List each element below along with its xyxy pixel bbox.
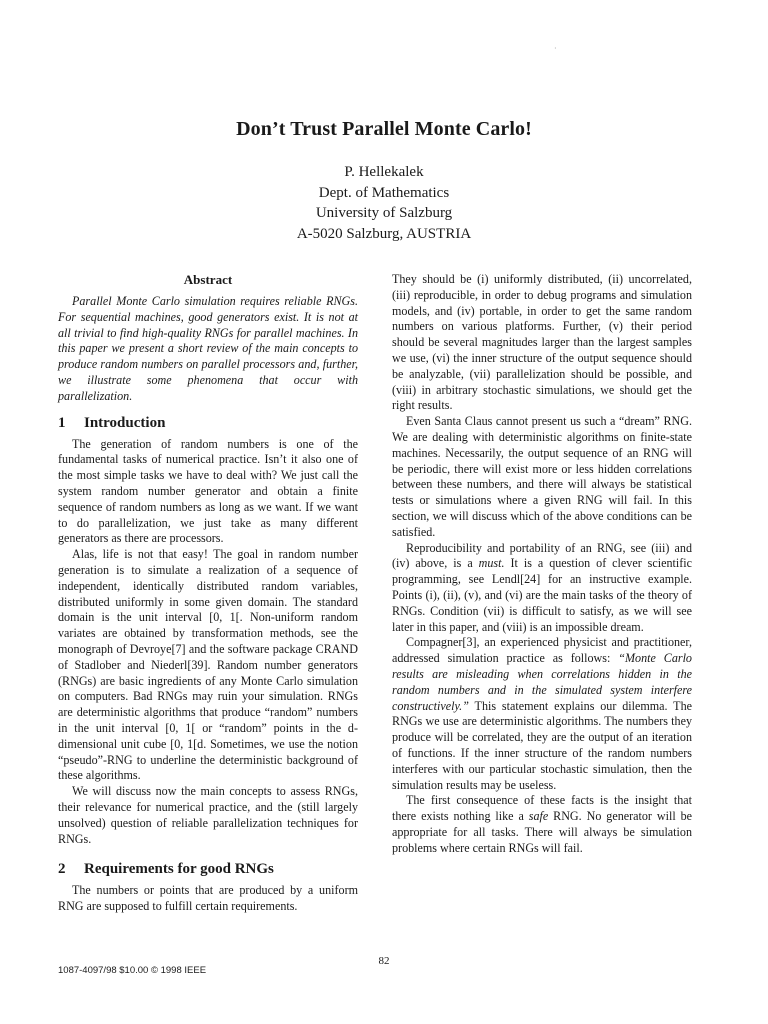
section-heading-requirements: [58, 859, 358, 879]
section-title: Requirements for good RNGs: [84, 861, 274, 878]
author-name: P. Hellekalek: [344, 164, 424, 180]
scan-mark: ·: [554, 44, 557, 53]
paragraph: The generation of random numbers is one of the fundamental tasks of numerical practice. Isn’t it also one of the most simple tasks we have to deal with? We just call the system random number generator and obtain a finite sequence of random numbers as long as we want. If we want to do parallelization, we just take as many different generators as there are processors.: [58, 436, 358, 546]
text-run: This statement explains our dilemma. The RNGs we use are deterministic algorithms. The numbers they produce will be correlated, they are the output of an iteration of functions. If the inner structure of the random numbers interferes with our particular stochastic simulation, then the simulation results may be useless.: [392, 698, 692, 792]
author-university: University of Salzburg: [315, 205, 453, 221]
paragraph: Alas, life is not that easy! The goal in random number generation is to simulate a realization of a sequence of independent, identically distributed random variables, distributed uniformly in some given domain. The standard domain is the unit interval [0, 1[. Non-uniform random variates are obtained by transformation methods, see the monograph of Devroye[7] and the software package CRAND of Stadlober and Niederl[39]. Random number generators (RNGs) are basic ingredients of any Monte Carlo simulation on computers. Bad RNGs may ruin your simulation. RNGs are deterministic algorithms that produce “random” numbers in the unit interval [0, 1[ or “random” points in the d-dimensional unit cube [0, 1[d. Sometimes, we use the notion “pseudo”-RNG to underline the deterministic background of these algorithms.: [58, 547, 358, 783]
page-number: 82: [378, 955, 390, 967]
text-run: The first consequence of these facts is the insight that there exists nothing like a: [392, 793, 692, 824]
copyright-footer: 1087-4097/98 $10.00 © 1998 IEEE: [58, 965, 207, 976]
author-block: [0, 162, 768, 244]
text-run: It is a question of clever scientific programming, see Lendl[24] for an instructive example. Points (i), (ii), (v), and (vi) are the main tasks of the theory of RNGs. Condition (vii) is difficult to satisfy, as we will see later in this paper, and (viii) is an impossible dream.: [392, 556, 693, 634]
abstract-heading: Abstract: [183, 272, 233, 287]
section-heading-introduction: [58, 413, 358, 433]
left-column: [58, 272, 358, 915]
paper-title: Don’t Trust Parallel Monte Carlo!: [236, 118, 532, 140]
text-run: Reproducibility and portability of an RNG, see (iii) and (iv) above, is a: [392, 540, 692, 571]
author-address: A-5020 Salzburg, AUSTRIA: [296, 225, 472, 242]
abstract-text: Parallel Monte Carlo simulation requires reliable RNGs. For sequential machines, good generators exist. It is not at all trivial to find high-quality RNGs for parallel machines. In this paper we present a short review of the main concepts to produce random numbers on parallel processors and, further, we illustrate some phenomena that occur with parallelization.: [58, 294, 358, 403]
paragraph: [392, 635, 692, 793]
emphasis: must.: [478, 556, 505, 571]
paragraph: [392, 541, 692, 636]
emphasis: safe: [528, 809, 549, 824]
section-number: 2: [58, 861, 66, 878]
paragraph: We will discuss now the main concepts to assess RNGs, their relevance for numerical practice, and the (still largely unsolved) question of reliable parallelization techniques for RNGs.: [58, 784, 358, 846]
paragraph: The numbers or points that are produced by a uniform RNG are supposed to fulfill certain requirements.: [58, 883, 358, 914]
quotation: “Monte Carlo results are misleading when correlations hidden in the random numbers and in the simulated system interfere constructively.”: [392, 651, 692, 713]
section-title: Introduction: [84, 414, 166, 431]
paragraph: They should be (i) uniformly distributed, (ii) uncorrelated, (iii) reproducible, in order to debug programs and simulation models, and (iv) portable, in order to get the same random numbers on various platforms. Further, (v) their period should be several magnitudes larger than the largest samples we use, (vi) the inner structure of the output sequence should be analyzable, (vii) parallelization should be possible, and (viii) in arbitrary stochastic simulations, we should get the right results.: [392, 272, 692, 413]
paragraph: [392, 793, 692, 856]
right-column: [392, 272, 692, 856]
paragraph: Even Santa Claus cannot present us such a “dream” RNG. We are dealing with deterministic algorithms on finite-state machines. Necessarily, the output sequence of an RNG will be periodic, there will exist more or less hidden correlations between these numbers, and there will always be statistical tests or simulations where a given RNG will fail. In this section, we will discuss which of the above conditions can be satisfied.: [392, 414, 692, 539]
section-number: 1: [58, 414, 66, 431]
text-run: Compagner[3], an experienced physicist and practitioner, addressed simulation practice as follows:: [392, 635, 692, 666]
author-department: Dept. of Mathematics: [318, 184, 450, 201]
text-run: RNG. No generator will be appropriate for all tasks. There will always be simulation problems where certain RNGs will fail.: [392, 809, 692, 855]
